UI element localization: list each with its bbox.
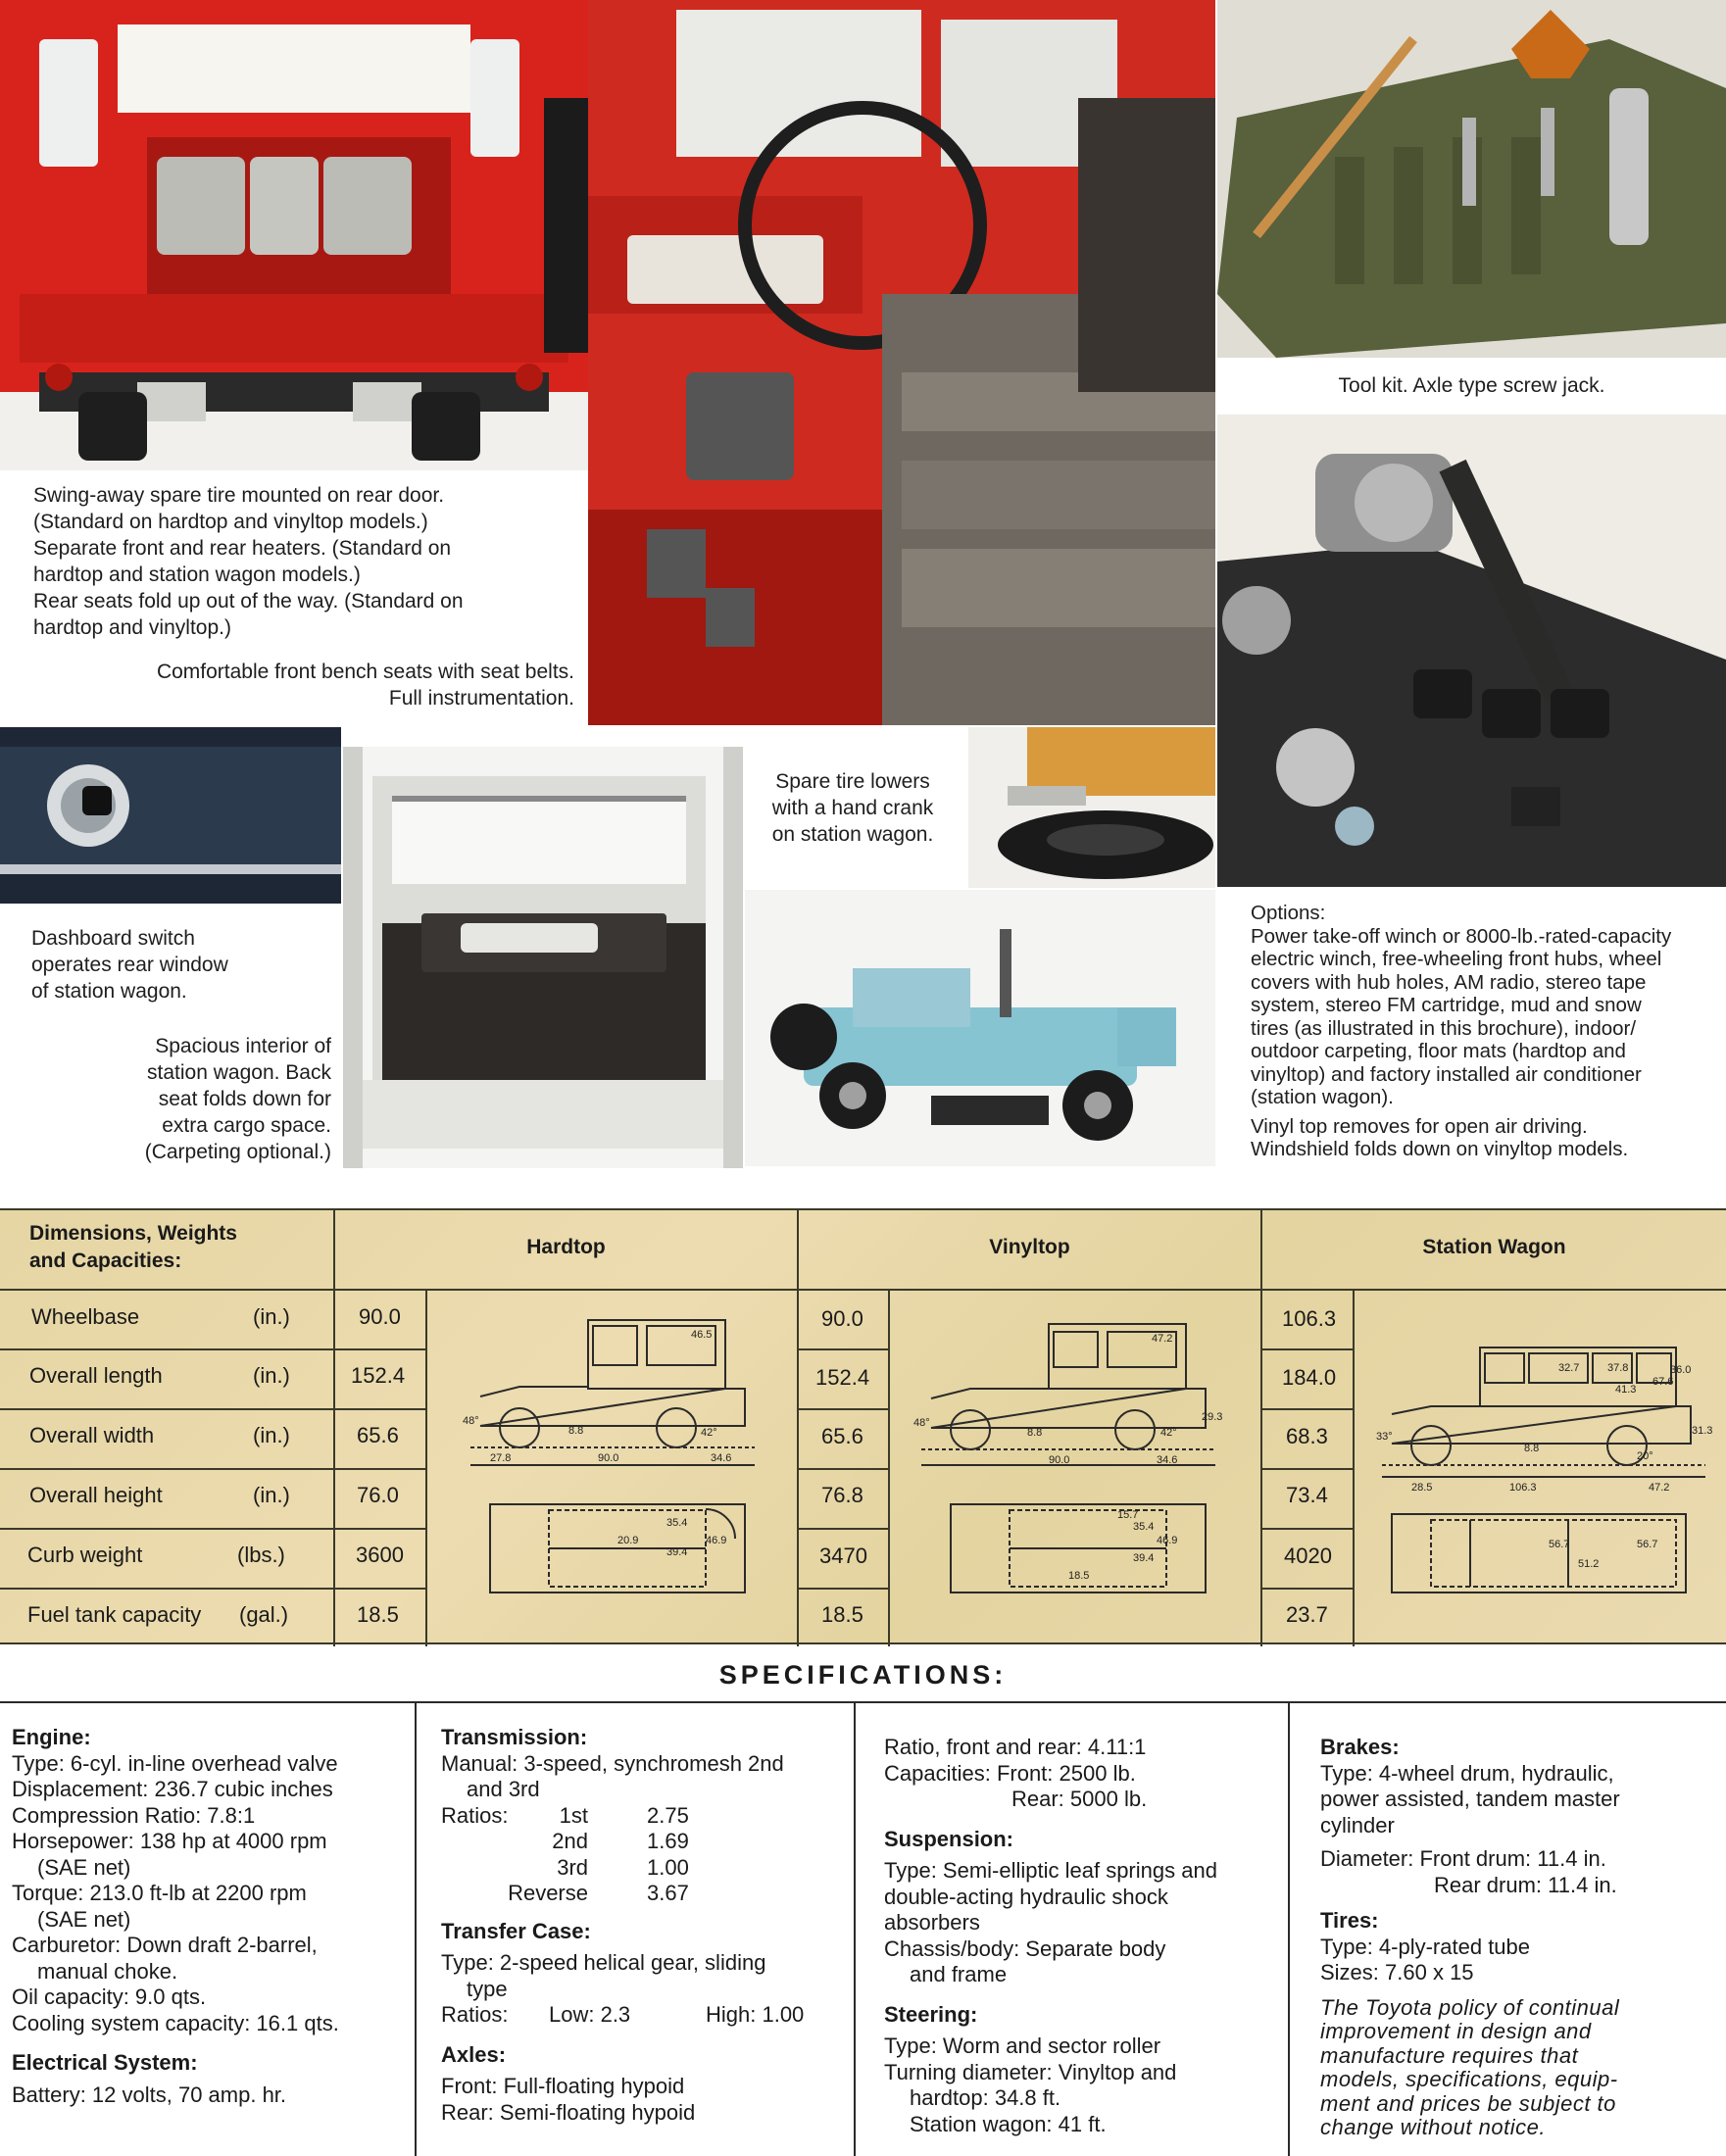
electrical-heading: Electrical System: xyxy=(12,2050,198,2075)
svg-text:39.4: 39.4 xyxy=(1133,1552,1155,1564)
svg-text:8.8: 8.8 xyxy=(1027,1427,1043,1439)
column-vinyltop: Vinyltop xyxy=(989,1236,1070,1258)
photo-wagon-interior xyxy=(343,747,743,1168)
spec-column-transmission: Transmission: Manual: 3-speed, synchromesh 2nd and 3rd Ratios: 1st 2.75 2nd 1.69 3rd 1.00 Reverse 3.67 Transfer Case: Type: 2-speed helical gear, sliding type Ratios: Low: 2.3 High: 1.00 Axles: Front: Full-floating hypoid Rear: Semi-floating hypoid xyxy=(441,1725,843,2126)
svg-text:29.3: 29.3 xyxy=(1202,1411,1223,1423)
svg-text:8.8: 8.8 xyxy=(1524,1443,1540,1454)
photo-spare-tire-lower xyxy=(968,727,1215,888)
svg-text:48°: 48° xyxy=(913,1417,930,1429)
tires-heading: Tires: xyxy=(1320,1908,1379,1933)
svg-text:39.4: 39.4 xyxy=(666,1546,688,1558)
dimensions-table: Dimensions, Weights and Capacities: Hardtop Vinyltop Station Wagon Wheelbase (in.) 90.0 90.0 106.3 Overall length (in.) 152.4 152.4 184.0 Overall width (in.) 65.6 65.6 68.3 Overall height (in.) 76.0 76.8 73.4 Curb weight (lbs.) 3600 3470 4020 Fuel tank capacity (gal.) 18.5 18.5 23.7 46.5 48° 8.8 42° 27.8 90.0 34.6 35.4 20.9 46.9 39.4 47.2 48° 8.8 42° 29.3 90.0 34.6 15.7 35.4 46.9 39.4 18.5 32.7 37.8 36.0 41.3 67.6 33° 8.8 20° 31.3 28.5 106.3 47.2 56.7 56.7 51.2 xyxy=(0,1208,1726,1644)
svg-text:46.9: 46.9 xyxy=(706,1535,727,1546)
ratio-reverse: Reverse 3.67 xyxy=(508,1881,689,1905)
ratio-1st: 1st 2.75 xyxy=(559,1802,689,1828)
svg-text:37.8: 37.8 xyxy=(1607,1362,1629,1374)
svg-text:15.7: 15.7 xyxy=(1117,1509,1139,1521)
dimensions-header: Dimensions, Weights and Capacities: xyxy=(29,1222,237,1272)
svg-text:90.0: 90.0 xyxy=(1049,1454,1070,1466)
svg-text:47.2: 47.2 xyxy=(1649,1482,1670,1494)
svg-text:90.0: 90.0 xyxy=(598,1452,619,1464)
caption-dashboard-switch: Dashboard switch operates rear window of station wagon. xyxy=(31,927,228,1003)
svg-text:46.9: 46.9 xyxy=(1157,1535,1178,1546)
svg-text:27.8: 27.8 xyxy=(490,1452,512,1464)
photo-blue-vinyltop xyxy=(745,890,1215,1166)
column-divider xyxy=(415,1703,417,2156)
photo-options-winch xyxy=(1217,415,1726,887)
svg-text:35.4: 35.4 xyxy=(666,1517,688,1529)
svg-text:47.2: 47.2 xyxy=(1152,1333,1173,1345)
photo-rear-open-door xyxy=(0,0,588,470)
svg-text:51.2: 51.2 xyxy=(1578,1558,1600,1570)
svg-text:36.0: 36.0 xyxy=(1670,1364,1692,1376)
svg-text:42°: 42° xyxy=(701,1427,717,1439)
svg-text:34.6: 34.6 xyxy=(1157,1454,1178,1466)
brakes-heading: Brakes: xyxy=(1320,1735,1400,1759)
column-divider xyxy=(1288,1703,1290,2156)
steering-heading: Steering: xyxy=(884,2001,978,2027)
caption-options: Options: Power take-off winch or 8000-lb.-rated-capacity electric winch, free-wheeling front hubs, wheel covers with hub holes, AM radio, stereo tape system, stereo FM cartridge, mud and snow tires (as illustrated in this brochure), indoor/ outdoor carpeting, floor mats (hardtop and vinyltop) and factory installed air conditioner (station wagon). Vinyl top removes for open air driving. Windshield folds down on vinyltop models. xyxy=(1251,902,1672,1160)
svg-text:46.5: 46.5 xyxy=(691,1329,713,1341)
spec-column-engine: Engine: Type: 6-cyl. in-line overhead valve Displacement: 236.7 cubic inches Compression Ratio: 7.8:1 Horsepower: 138 hp at 4000 rpm (SAE net) Torque: 213.0 ft-lb at 2200 rpm (SAE net) Carburetor: Down draft 2-barrel, manual choke. Oil capacity: 9.0 qts. Cooling system capacity: 16.1 qts. Electrical System: Battery: 12 volts, 70 amp. hr. xyxy=(12,1725,404,2108)
specifications-title: SPECIFICATIONS: xyxy=(718,1660,1008,1690)
column-station-wagon: Station Wagon xyxy=(1422,1236,1566,1258)
caption-bench-seats: Comfortable front bench seats with seat belts. Full instrumentation. xyxy=(156,661,574,710)
caption-spare-tire-crank: Spare tire lowers with a hand crank on station wagon. xyxy=(771,770,934,846)
photo-interior-dashboard xyxy=(588,0,1215,725)
svg-text:48°: 48° xyxy=(463,1415,479,1427)
photo-dashboard-switch xyxy=(0,727,341,904)
svg-text:106.3: 106.3 xyxy=(1509,1482,1537,1494)
svg-text:41.3: 41.3 xyxy=(1615,1384,1637,1396)
svg-text:28.5: 28.5 xyxy=(1411,1482,1433,1494)
suspension-heading: Suspension: xyxy=(884,1826,1014,1851)
svg-text:18.5: 18.5 xyxy=(1068,1570,1090,1582)
svg-text:34.6: 34.6 xyxy=(711,1452,732,1464)
specifications-rule xyxy=(0,1701,1726,1703)
engine-heading: Engine: xyxy=(12,1725,91,1749)
axles-heading: Axles: xyxy=(441,2041,507,2067)
station-wagon-drawing xyxy=(1372,1308,1715,1622)
svg-text:56.7: 56.7 xyxy=(1637,1539,1658,1550)
photo-tool-kit xyxy=(1217,0,1726,358)
column-hardtop: Hardtop xyxy=(526,1236,606,1258)
caption-tool-kit: Tool kit. Axle type screw jack. xyxy=(1338,374,1605,397)
svg-text:67.6: 67.6 xyxy=(1652,1376,1674,1388)
svg-text:42°: 42° xyxy=(1160,1427,1177,1439)
caption-spacious-interior: Spacious interior of station wagon. Back seat folds down for extra cargo space. (Carpeting optional.) xyxy=(144,1035,331,1163)
transmission-heading: Transmission: xyxy=(441,1725,588,1749)
svg-text:35.4: 35.4 xyxy=(1133,1521,1155,1533)
spec-column-suspension: Ratio, front and rear: 4.11:1 Capacities: Front: 2500 lb. Rear: 5000 lb. Suspension: Type: Semi-elliptic leaf springs and double-acting hydraulic shock absorbers Chassis/body: Separate body and frame Steering: Type: Worm and sector roller Turning diameter: Vinyltop and hardtop: 34.8 ft. Station wagon: 41 ft. xyxy=(884,1735,1276,2137)
svg-text:31.3: 31.3 xyxy=(1692,1425,1713,1437)
toyota-policy-note: The Toyota policy of continual improvement in design and manufacture requires that models, specifications, equip- ment and prices be subject to change without notice. xyxy=(1320,1994,1620,2139)
hardtop-drawing xyxy=(461,1308,764,1622)
svg-text:20°: 20° xyxy=(1637,1450,1653,1462)
caption-rear-door: Swing-away spare tire mounted on rear door. (Standard on hardtop and vinyltop models.) Separate front and rear heaters. (Standard on hardtop and station wagon models.) Rear seats fold up out of the way. (Standard on hardtop and vinyltop.) xyxy=(33,484,464,639)
column-divider xyxy=(854,1703,856,2156)
svg-text:56.7: 56.7 xyxy=(1549,1539,1570,1550)
svg-text:32.7: 32.7 xyxy=(1558,1362,1580,1374)
svg-text:33°: 33° xyxy=(1376,1431,1393,1443)
ratio-2nd: 2nd 1.69 xyxy=(552,1829,689,1853)
spec-column-brakes: Brakes: Type: 4-wheel drum, hydraulic, power assisted, tandem master cylinder Diameter: Front drum: 11.4 in. Rear drum: 11.4 in. Tires: Type: 4-ply-rated tube Sizes: 7.60 x 15 The Toyota policy of continual improvement in design and manufacture requires that models, specifications, equip- ment and prices be subject to change without notice. xyxy=(1320,1735,1717,2140)
svg-text:8.8: 8.8 xyxy=(568,1425,584,1437)
vinyltop-drawing xyxy=(912,1308,1235,1622)
transfer-case-heading: Transfer Case: xyxy=(441,1918,591,1943)
ratio-3rd: 3rd 1.00 xyxy=(557,1854,689,1880)
svg-text:20.9: 20.9 xyxy=(617,1535,639,1546)
